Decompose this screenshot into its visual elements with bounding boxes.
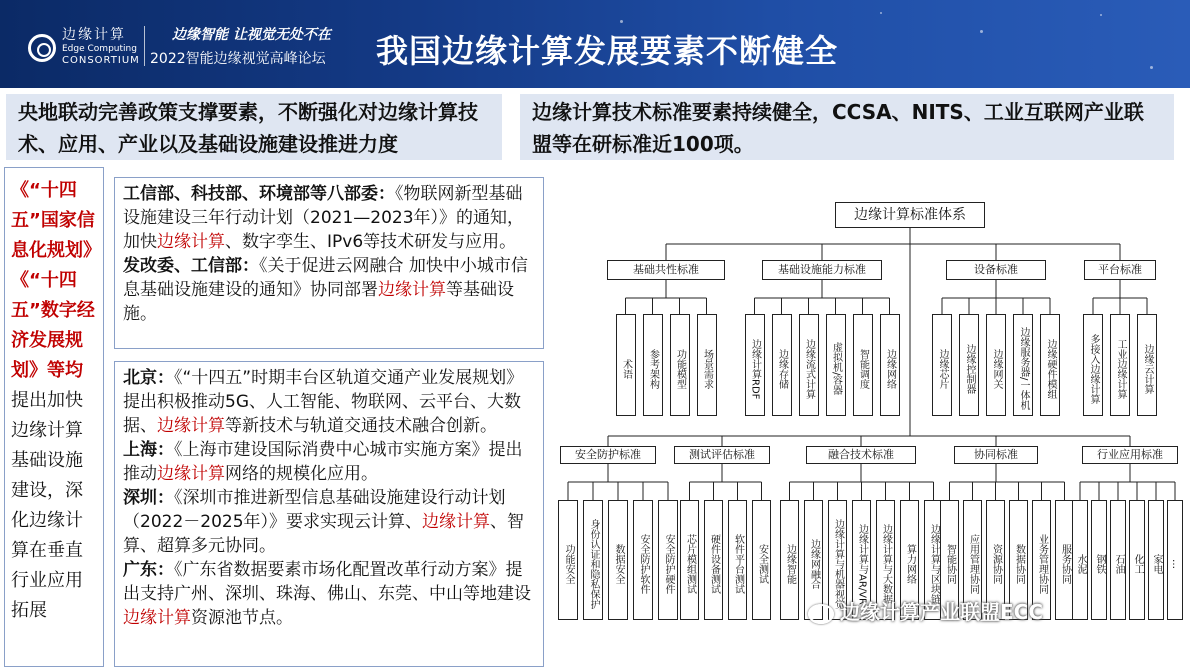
- highlight-edge-computing: 边缘计算: [123, 608, 191, 628]
- logo-en-line2: CONSORTIUM: [62, 55, 140, 66]
- leaf-node: 边缘智能: [780, 500, 799, 620]
- leaf-node: 边缘网融合: [804, 500, 823, 620]
- header-divider: [144, 26, 145, 66]
- leaf-node: 身份认证和隐私保护: [583, 500, 603, 620]
- shanghai-text-2: 网络的规模化应用。: [225, 464, 378, 484]
- ministry-text-3: 《关于促进云网融合 加快中小城市信息基础设施建设的通知》协同部署: [123, 256, 528, 300]
- ministry-text-4: 等基础设施。: [123, 280, 514, 324]
- beijing-text-2: 等新技术与轨道交通技术融合创新。: [225, 416, 497, 436]
- leaf-node: 算力网络: [900, 500, 919, 620]
- leaf-node: 工业边缘计算: [1110, 314, 1130, 416]
- leaf-node: 资源协同: [986, 500, 1005, 620]
- group-node: 基础共性标准: [607, 260, 725, 280]
- highlight-edge-computing: 边缘计算: [422, 512, 491, 532]
- leaf-node: 边缘计算与大数据: [876, 500, 895, 620]
- slogan: 边缘智能 让视觉无处不在: [172, 27, 331, 43]
- header-banner: [0, 0, 1190, 88]
- national-plans-desc: 提出加快边缘计算基础设施建设，深化边缘计算在垂直行业应用拓展: [11, 390, 83, 621]
- national-plan-box: [4, 167, 104, 667]
- highlight-edge-computing: 边缘计算: [378, 280, 446, 300]
- leaf-node: 水泥: [1072, 500, 1088, 620]
- logo-cn-text: 边缘计算: [62, 27, 126, 43]
- highlight-edge-computing: 边缘计算: [157, 416, 225, 436]
- highlight-edge-computing: 边缘计算: [157, 232, 225, 252]
- leaf-node: 安全防护软件: [633, 500, 653, 620]
- standards-tree-diagram: [552, 168, 1190, 669]
- highlight-edge-computing: 边缘计算: [157, 464, 225, 484]
- guangdong-label: 广东：: [123, 560, 174, 580]
- leaf-node: 边缘存储: [772, 314, 792, 416]
- group-node: 平台标准: [1084, 260, 1156, 280]
- logo-en-line1: Edge Computing: [62, 44, 137, 54]
- leaf-node: 芯片模组测试: [680, 500, 699, 620]
- leaf-node: 虚拟机/容器: [826, 314, 846, 416]
- leaf-node: 术语: [616, 314, 636, 416]
- leaf-node: 边缘流式计算: [799, 314, 819, 416]
- leaf-node: 边缘计算与机器视觉: [828, 500, 847, 620]
- group-node: 基础设施能力标准: [762, 260, 882, 280]
- leaf-node: 服务协同: [1055, 500, 1074, 620]
- ecc-logo: [28, 22, 138, 70]
- leaf-node: 安全防护硬件: [658, 500, 678, 620]
- leaf-node: 智能调度: [853, 314, 873, 416]
- ministry-text-2: 、数字孪生、IPv6等技术研发与应用。: [225, 232, 517, 252]
- leaf-node: 智能协同: [940, 500, 959, 620]
- leaf-node: 功能模型: [670, 314, 690, 416]
- leaf-node: 边缘网络: [880, 314, 900, 416]
- leaf-node: 参考架构: [643, 314, 663, 416]
- guangdong-text-2: 资源池节点。: [191, 608, 293, 628]
- leaf-node: 钢铁: [1091, 500, 1107, 620]
- leaf-node: 软件平台测试: [728, 500, 747, 620]
- shanghai-text-1: 《上海市建设国际消费中心城市实施方案》提出推动: [123, 440, 523, 484]
- group-node: 融合技术标准: [806, 446, 916, 464]
- leaf-node: 边缘芯片: [932, 314, 952, 416]
- guangdong-text-1: 《广东省数据要素市场化配置改革行动方案》提出支持广州、深圳、珠海、佛山、东莞、中山等地建设: [123, 560, 531, 604]
- group-node: 设备标准: [946, 260, 1046, 280]
- beijing-label: 北京：: [123, 368, 174, 388]
- leaf-node: 边缘控制器: [959, 314, 979, 416]
- page-title: 我国边缘计算发展要素不断健全: [376, 32, 839, 70]
- ministry-policy-box: [114, 177, 544, 349]
- leaf-node: 边缘网关: [986, 314, 1006, 416]
- leaf-node: 业务管理协同: [1032, 500, 1051, 620]
- policy-summary-banner: 央地联动完善政策支撑要素，不断强化对边缘计算技术、应用、产业以及基础设施建设推进力度: [6, 94, 502, 160]
- leaf-node: 安全测试: [752, 500, 771, 620]
- beijing-text-1: 《“十四五”时期丰台区轨道交通产业发展规划》提出积极推动5G、人工智能、物联网、云平台、大数据、: [123, 368, 524, 436]
- leaf-node: 边缘计算与AR/VR: [852, 500, 871, 620]
- local-policy-box: [114, 361, 544, 667]
- leaf-node: 石油: [1110, 500, 1126, 620]
- leaf-node: 边缘计算与区块链: [924, 500, 943, 620]
- group-node: 行业应用标准: [1082, 446, 1178, 464]
- leaf-node: …: [1167, 500, 1183, 620]
- shenzhen-text-1: 《深圳市推进新型信息基础设施建设行动计划（2022－2025年）》要求实现云计算、: [123, 488, 506, 532]
- leaf-node: 数据协同: [1009, 500, 1028, 620]
- shenzhen-label: 深圳：: [123, 488, 174, 508]
- wechat-watermark: [808, 596, 1043, 625]
- forum-name: 2022智能边缘视觉高峰论坛: [150, 51, 326, 67]
- shenzhen-text-2: 、智算、超算多元协同。: [123, 512, 525, 556]
- ministry-label-2: 发改委、工信部：: [123, 256, 259, 276]
- shanghai-label: 上海：: [123, 440, 174, 460]
- leaf-node: 场景需求: [697, 314, 717, 416]
- national-plans-text: 《“十四五”国家信息化规划》《“十四五”数字经济发展规划》等均: [11, 180, 95, 381]
- leaf-node: 功能安全: [558, 500, 578, 620]
- wechat-icon: [808, 604, 834, 624]
- leaf-node: 数据安全: [608, 500, 628, 620]
- leaf-node: 应用管理协同: [963, 500, 982, 620]
- watermark-text: 边缘计算产业联盟ECC: [840, 600, 1044, 624]
- leaf-node: 边缘云计算: [1137, 314, 1157, 416]
- tree-root-node: 边缘计算标准体系: [835, 202, 985, 228]
- group-node: 测试评估标准: [674, 446, 770, 464]
- leaf-node: 边缘硬件模组: [1040, 314, 1060, 416]
- group-node: 协同标准: [954, 446, 1038, 464]
- leaf-node: 边缘服务器/一体机: [1013, 314, 1033, 416]
- leaf-node: 化工: [1129, 500, 1145, 620]
- leaf-node: 多接入边缘计算: [1083, 314, 1103, 416]
- standards-summary-banner: 边缘计算技术标准要素持续健全，CCSA、NITS、工业互联网产业联盟等在研标准近100项。: [520, 94, 1174, 160]
- leaf-node: 家电: [1148, 500, 1164, 620]
- ministry-text-1: 《物联网新型基础设施建设三年行动计划（2021—2023年）》的通知，加快: [123, 184, 525, 252]
- group-node: 安全防护标准: [560, 446, 656, 464]
- gear-icon: [28, 34, 56, 62]
- ministry-label-1: 工信部、科技部、环境部等八部委：: [123, 184, 395, 204]
- leaf-node: 硬件设备测试: [704, 500, 723, 620]
- leaf-node: 边缘计算RDF: [745, 314, 765, 416]
